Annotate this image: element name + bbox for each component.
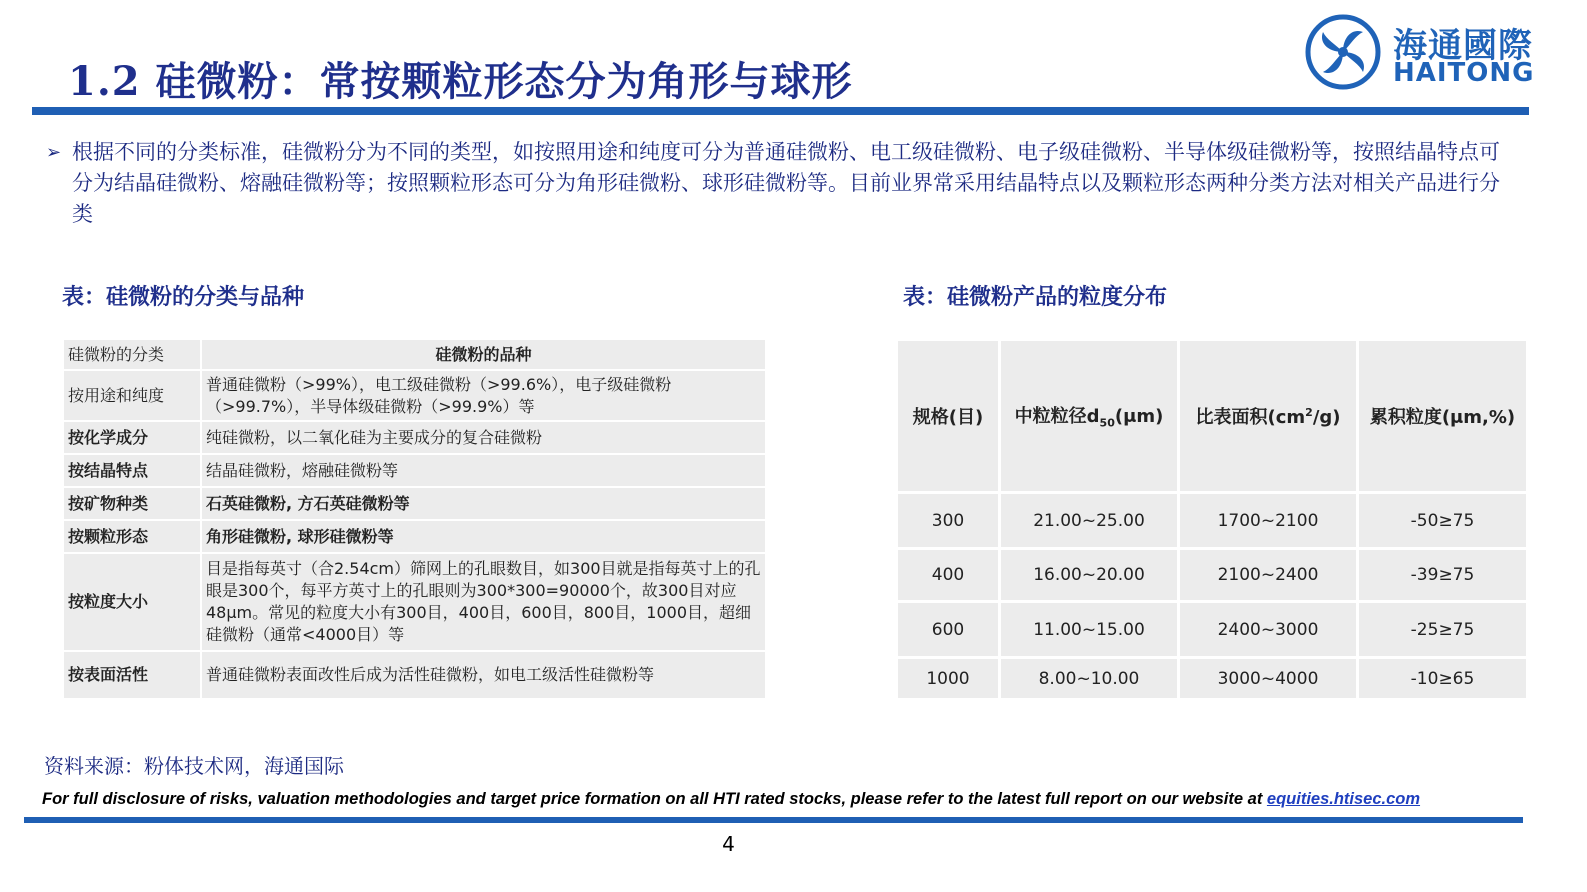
disclaimer-text: For full disclosure of risks, valuation methodologies and target price formation on all HTI rated stocks, please refer to the latest full report on our website at	[42, 790, 1267, 808]
row-varieties: 普通硅微粉表面改性后成为活性硅微粉，如电工级活性硅微粉等	[201, 651, 766, 699]
cell-d50: 16.00~20.00	[1000, 549, 1179, 602]
row-varieties: 普通硅微粉（>99%），电工级硅微粉（>99.6%），电子级硅微粉（>99.7%），半导体级硅微粉（>99.9%）等	[201, 370, 766, 421]
header-area-suffix: /g)	[1312, 407, 1341, 428]
header-d50-suffix: (μm)	[1114, 406, 1164, 428]
table-row	[63, 454, 766, 487]
page-title: 1.2 硅微粉：常按颗粒形态分为角形与球形	[68, 58, 853, 105]
logo-chinese-text: 海通國際	[1393, 26, 1533, 66]
header-area-prefix: 比表面积(cm	[1195, 407, 1306, 428]
cell-spec: 300	[897, 493, 1000, 549]
table-row	[897, 493, 1528, 549]
table-row	[897, 602, 1528, 658]
cell-cumulative: -25≥75	[1358, 602, 1528, 658]
header-category: 硅微粉的分类	[63, 339, 201, 370]
cell-cumulative: -10≥65	[1358, 658, 1528, 700]
row-varieties: 石英硅微粉, 方石英硅微粉等	[201, 487, 766, 520]
table-row	[63, 421, 766, 454]
table-row	[63, 553, 766, 651]
header-varieties: 硅微粉的品种	[201, 339, 766, 370]
table-row	[63, 651, 766, 699]
row-varieties: 结晶硅微粉，熔融硅微粉等	[201, 454, 766, 487]
cell-cumulative: -50≥75	[1358, 493, 1528, 549]
table-row	[63, 520, 766, 553]
cell-area: 3000~4000	[1179, 658, 1358, 700]
row-category: 按粒度大小	[63, 553, 201, 651]
arrow-bullet-icon: ➢	[46, 142, 62, 163]
table-header-row	[63, 339, 766, 370]
cell-d50: 8.00~10.00	[1000, 658, 1179, 700]
table-row	[897, 658, 1528, 700]
header-spec: 规格(目)	[897, 340, 1000, 493]
header-d50-sub: 50	[1099, 416, 1115, 430]
footer-divider	[24, 817, 1523, 823]
page-number: 4	[722, 832, 735, 856]
right-table-caption: 表：硅微粉产品的粒度分布	[903, 284, 1168, 310]
row-varieties: 目是指每英寸（合2.54cm）筛网上的孔眼数目，如300目就是指每英寸上的孔眼是300个，每平方英寸上的孔眼则为300*300=90000个，故300目对应48μm。常见的粒度大小有300目，400目，600目，800目，1000目，超细硅微粉（通常<4000目）等	[201, 553, 766, 651]
header-cumulative: 累积粒度(μm,%)	[1358, 340, 1528, 493]
row-category: 按结晶特点	[63, 454, 201, 487]
row-varieties: 纯硅微粉，以二氧化硅为主要成分的复合硅微粉	[201, 421, 766, 454]
row-category: 按表面活性	[63, 651, 201, 699]
table-row	[63, 370, 766, 421]
row-category: 按矿物种类	[63, 487, 201, 520]
table-header-row	[897, 340, 1528, 493]
table-row	[63, 487, 766, 520]
header-divider	[32, 107, 1529, 115]
cell-d50: 21.00~25.00	[1000, 493, 1179, 549]
cell-d50: 11.00~15.00	[1000, 602, 1179, 658]
header-d50	[1000, 340, 1179, 493]
cell-cumulative: -39≥75	[1358, 549, 1528, 602]
logo-english-text: HAITONG	[1393, 58, 1535, 88]
cell-area: 1700~2100	[1179, 493, 1358, 549]
intro-bullet	[46, 137, 1506, 230]
intro-text: 根据不同的分类标准，硅微粉分为不同的类型，如按照用途和纯度可分为普通硅微粉、电工级硅微粉、电子级硅微粉、半导体级硅微粉等，按照结晶特点可分为结晶硅微粉、熔融硅微粉等；按照颗粒形态可分为角形硅微粉、球形硅微粉等。目前业界常采用结晶特点以及颗粒形态两种分类方法对相关产品进行分类	[72, 140, 1500, 226]
row-category: 按用途和纯度	[63, 370, 201, 421]
row-category: 按颗粒形态	[63, 520, 201, 553]
particle-size-table	[895, 338, 1529, 701]
haitong-logo-icon	[1305, 14, 1381, 90]
header-area	[1179, 340, 1358, 493]
header-area-sup: 2	[1305, 406, 1313, 419]
disclaimer	[42, 790, 1420, 809]
row-varieties: 角形硅微粉, 球形硅微粉等	[201, 520, 766, 553]
row-category: 按化学成分	[63, 421, 201, 454]
cell-spec: 400	[897, 549, 1000, 602]
cell-spec: 600	[897, 602, 1000, 658]
haitong-logo	[1305, 12, 1535, 92]
left-table-caption: 表：硅微粉的分类与品种	[62, 284, 305, 310]
website-link[interactable]: equities.htisec.com	[1266, 790, 1421, 808]
source-note: 资料来源：粉体技术网，海通国际	[44, 754, 344, 778]
cell-spec: 1000	[897, 658, 1000, 700]
classification-table	[62, 338, 767, 700]
table-row	[897, 549, 1528, 602]
cell-area: 2400~3000	[1179, 602, 1358, 658]
header-d50-prefix: 中粒粒径d	[1014, 406, 1100, 428]
cell-area: 2100~2400	[1179, 549, 1358, 602]
